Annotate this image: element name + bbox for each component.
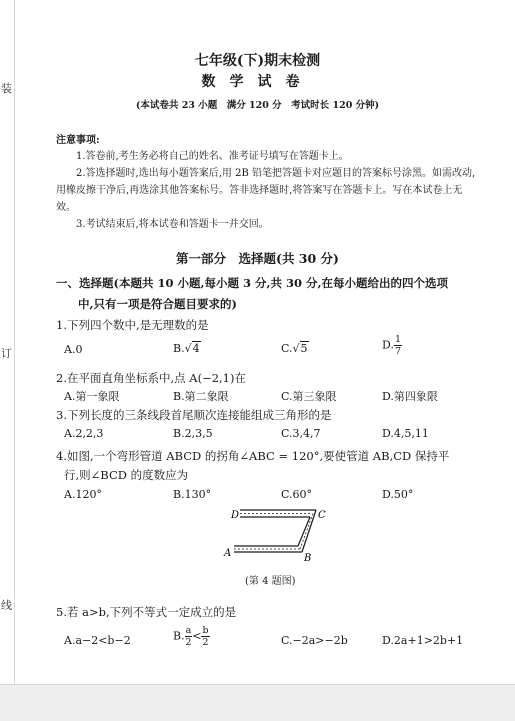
note-item-3: 3.考试结束后,将本试卷和答题卡一并交回。 [76,219,269,230]
question-1-stem: 1.下列四个数中,是无理数的是 [56,318,209,332]
q3-option-c: C.3,4,7 [281,427,321,440]
label-d: D [231,510,240,521]
section1-line1: 一、选择题(本题共 10 小题,每小题 3 分,共 30 分,在每小题给出的四个选项 [56,276,448,290]
subject-title: 数学试卷 [201,74,314,90]
q3-option-d: D.4,5,11 [382,427,429,440]
q5-option-a: A.a−2<b−2 [64,634,131,647]
q2-option-a: A.第一象限 [64,390,120,403]
exam-info: (本试卷共 23 小题 满分 120 分 考试时长 120 分钟) [135,100,380,111]
q2-option-b: B.第二象限 [173,390,229,403]
pipe-cb-inner [298,517,310,546]
figure-4-caption: (第 4 题图) [245,576,296,587]
q1-option-d: D. $\frac{1}{7}$ [382,334,401,357]
q4-option-b: B.130° [173,488,212,501]
label-a: A [224,548,232,559]
notes-heading: 注意事项: [56,135,100,146]
note-item-2: 2.答选择题时,选出每小题答案后,用 2B 铅笔把答题卡对应题目的答案标号涂黑。如需改动,用橡皮擦干净后,再选涂其他答案标号。答非选择题时,将答案写在答题卡上。写在本试卷上无效。 [56,168,476,213]
pipe-diagram [222,506,332,566]
margin-char-zhuang: 装 [1,82,12,95]
question-4-stem-line2: 行,则∠BCD 的度数应为 [64,468,189,482]
q4-option-c: C.60° [281,488,313,501]
q5-option-c: C.−2a>−2b [281,634,348,647]
q4-option-d: D.50° [382,488,414,501]
margin-char-xian: 线 [1,599,12,612]
q2-option-d: D.第四象限 [382,390,438,403]
margin-char-ding: 订 [1,347,12,360]
question-5-stem: 5.若 a>b,下列不等式一定成立的是 [56,605,237,619]
q4-option-a: A.120° [64,488,102,501]
q2-option-c: C.第三象限 [281,390,337,403]
pipe-cb-center [300,514,313,550]
question-3-stem: 3.下列长度的三条线段首尾顺次连接能组成三角形的是 [56,408,332,422]
label-c: C [318,510,326,521]
label-b: B [304,553,312,564]
section1-line2: 中,只有一项是符合题目要求的) [78,297,237,311]
q3-option-b: B.2,3,5 [173,427,213,440]
q5-option-b: B. $\frac{a}{2}$ < $\frac{b}{2}$ [173,625,209,648]
q5-option-d: D.2a+1>2b+1 [382,634,464,647]
q3-option-a: A.2,2,3 [64,427,104,440]
pipe-figure [222,506,332,570]
q1-option-c: C.√5 [281,342,308,355]
q1-option-b: B.√4 [173,342,200,355]
exam-title: 七年级(下)期末检测 [194,53,321,69]
note-item-1: 1.答卷前,考生务必将自己的姓名、准考证号填写在答题卡上。 [76,151,349,162]
question-2-stem: 2.在平面直角坐标系中,点 A(−2,1)在 [56,371,246,385]
question-4-stem-line1: 4.如图,一个弯形管道 ABCD 的拐角∠ABC = 120°,要使管道 AB,CD 保持平 [56,449,450,463]
part1-title: 第一部分 选择题(共 30 分) [176,251,339,266]
q1-option-a: A.0 [64,343,83,356]
viewer-bottom-bar [0,684,515,721]
